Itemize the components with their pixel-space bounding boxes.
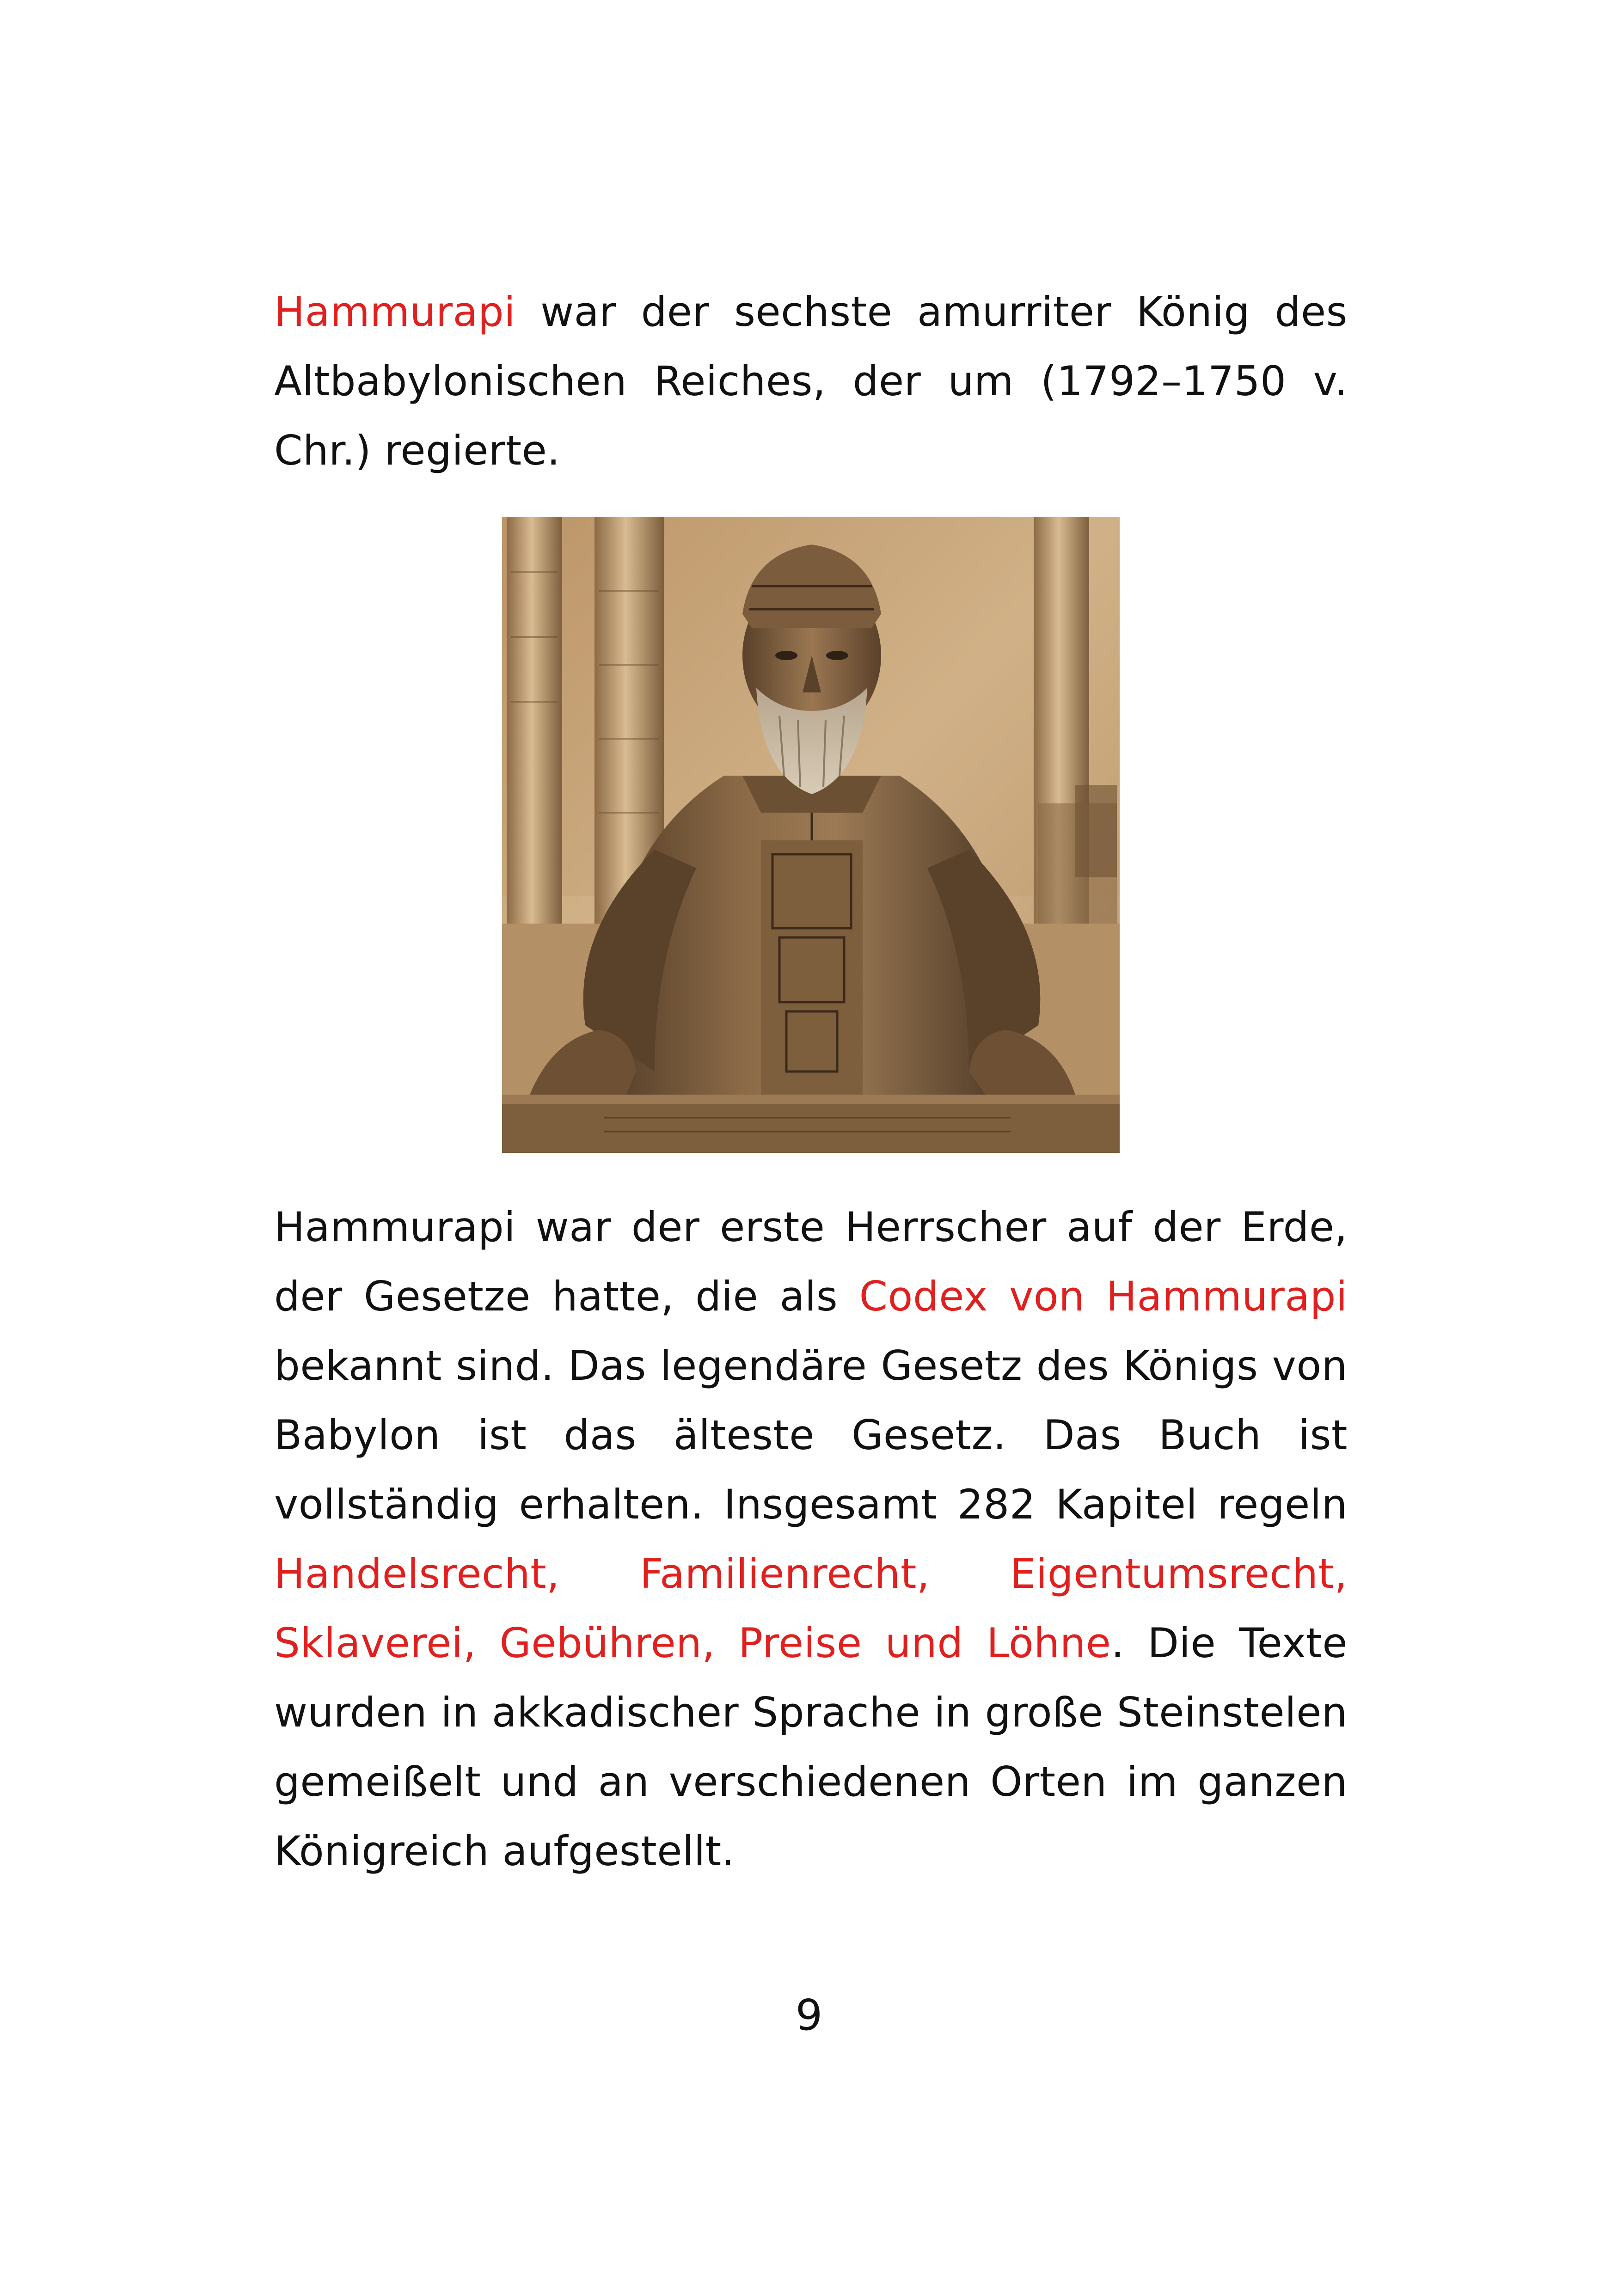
codex-text-3: . Die Texte wurden in akkadischer Sprache in große Steinstelen gemeißelt und an verschiedenen Orten im ganzen Königreich aufgestellt. [274, 1619, 1348, 1875]
hammurapi-statue-image [502, 517, 1120, 1153]
statue-illustration [502, 517, 1120, 1153]
codex-text-2: bekannt sind. Das legendäre Gesetz des Königs von Babylon ist das älteste Gesetz. Das Buch ist vollständig erhalten. Insgesamt 282 Kapitel regeln [274, 1342, 1348, 1528]
highlight-codex: Codex von Hammurapi [859, 1273, 1348, 1320]
intro-paragraph [274, 277, 1348, 485]
intro-text: war der sechste amurriter König des Altbabylonischen Reiches, der um (1792–1750 v. Chr.) regierte. [274, 288, 1348, 474]
codex-paragraph [274, 1193, 1348, 1886]
codex-text-1: Hammurapi war der erste Herrscher auf der Erde, der Gesetze hatte, die als [274, 1203, 1348, 1320]
highlight-law-areas: Handelsrecht, Familienrecht, Eigentumsrecht, Sklaverei, Gebühren, Preise und Löhne [274, 1550, 1348, 1667]
page-number: 9 [795, 1990, 823, 2040]
highlight-hammurapi: Hammurapi [274, 288, 516, 336]
